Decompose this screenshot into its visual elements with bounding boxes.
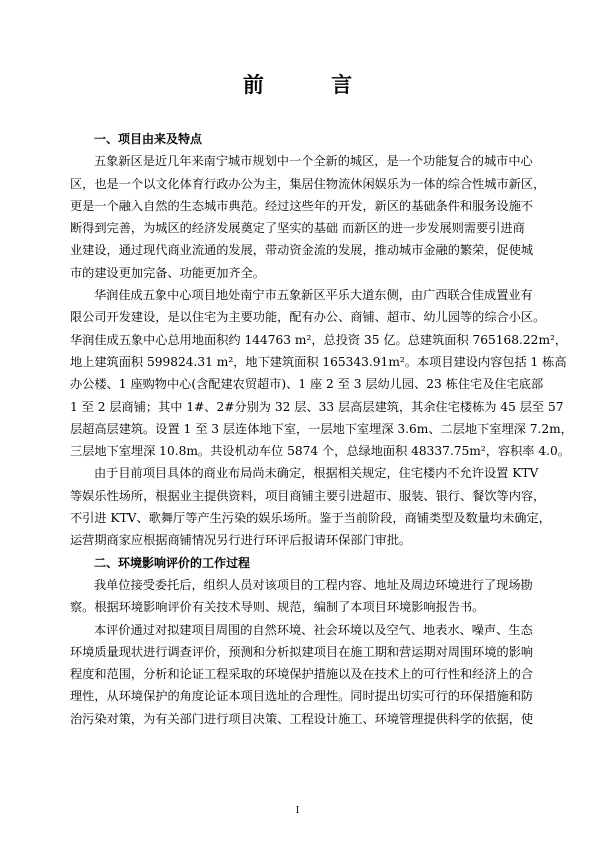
paragraph-line: 华润佳成五象中心总用地面积约 144763 m²，总投资 35 亿。总建筑面积 765168.22m²， — [70, 332, 568, 347]
paragraph — [70, 462, 551, 551]
section-heading: 二、环境影响评价的工作过程 — [94, 555, 251, 570]
paragraph-line: 运营期商家应根据商铺情况另行进行环评后报请环保部门审批。 — [70, 533, 412, 548]
paragraph-line: 程度和范围，分析和论证工程采取的环境保护措施以及在技术上的可行性和经济上的合 — [70, 667, 534, 682]
paragraph-line: 察。根据环境影响评价有关技术导则、规范，编制了本项目环境影响报告书。 — [70, 600, 485, 615]
paragraph-line: 五象新区是近几年来南宁城市规划中一个全新的城区，是一个功能复合的城市中心 — [94, 154, 533, 169]
paragraph-line: 区，也是一个以文化体育行政办公为主，集居住物流休闲娱乐为一体的综合性城市新区， — [70, 176, 546, 191]
paragraph-line: 断得到完善，为城区的经济发展奠定了坚实的基础 而新区的进一步发展则需要引进商 — [70, 221, 525, 236]
paragraph-line: 环境质量现状进行调查评价，预测和分析拟建项目在施工期和营运期对周围环境的影响 — [70, 644, 534, 659]
paragraph-line: 1 至 2 层商铺；其中 1#、2#分别为 32 层、33 层高层建筑，其余住宅楼栋为 45 层至 57 — [70, 399, 564, 414]
paragraph-line: 理性，从环境保护的角度论证本项目选址的合理性。同时提出切实可行的环保措施和防 — [70, 689, 534, 704]
paragraph-line: 地上建筑面积 599824.31 m²，地下建筑面积 165343.91m²。本项目建设内容包括 1 栋高 — [70, 354, 567, 369]
paragraph-line: 不引进 KTV、歌舞厅等产生污染的娱乐场所。鉴于当前阶段，商铺类型及数量均未确定， — [70, 511, 551, 526]
page-title: 前 言 — [242, 73, 383, 97]
paragraph-line: 办公楼、1 座购物中心(含配建农贸超市)、1 座 2 至 3 层幼儿园、23 栋住宅及住宅底部 — [70, 377, 544, 392]
paragraph — [70, 150, 546, 284]
paragraph-line: 治污染对策，为有关部门进行项目决策、工程设计施工、环境管理提供科学的依据，使 — [70, 711, 534, 726]
section-heading: 一、项目由来及特点 — [94, 132, 203, 146]
paragraph-line: 本评价通过对拟建项目周围的自然环境、社会环境以及空气、地表水、噪声、生态 — [94, 622, 533, 637]
paragraph-line: 我单位接受委托后，组织人员对该项目的工程内容、地址及周边环境进行了现场勘 — [94, 577, 533, 592]
paragraph-line: 三层地下室埋深 10.8m。共设机动车位 5874 个，总绿地面积 48337.75m²，容积率 4.0。 — [70, 444, 570, 459]
paragraph-line: 限公司开发建设，是以住宅为主要功能，配有办公、商铺、超市、幼儿园等的综合小区。 — [70, 310, 546, 325]
paragraph-line: 层超高层建筑。设置 1 至 3 层连体地下室，一层地下室埋深 3.6m、二层地下室埋深 7.2m， — [70, 421, 573, 436]
paragraph-line: 市的建设更加完备、功能更加齐全。 — [70, 265, 265, 280]
paragraph-line: 华润佳成五象中心项目地处南宁市五象新区平乐大道东侧，由广西联合佳成置业有 — [94, 288, 533, 303]
paragraph — [70, 574, 533, 619]
paragraph-line: 等娱乐性场所，根据业主提供资料，项目商铺主要引进超市、服装、银行、餐饮等内容， — [70, 488, 546, 503]
paragraph-line: 由于目前项目具体的商业布局尚未确定，根据相关规定，住宅楼内不允许设置 KTV — [94, 466, 539, 481]
paragraph — [70, 284, 573, 462]
paragraph — [70, 619, 534, 730]
document-body — [70, 128, 573, 730]
paragraph-line: 业建设，通过现代商业流通的发展，带动资金流的发展，推动城市金融的繁荣，促使城 — [70, 243, 534, 258]
page-number: I — [295, 806, 300, 816]
paragraph-line: 更是一个融入自然的生态城市典范。经过这些年的开发，新区的基础条件和服务设施不 — [70, 198, 534, 213]
